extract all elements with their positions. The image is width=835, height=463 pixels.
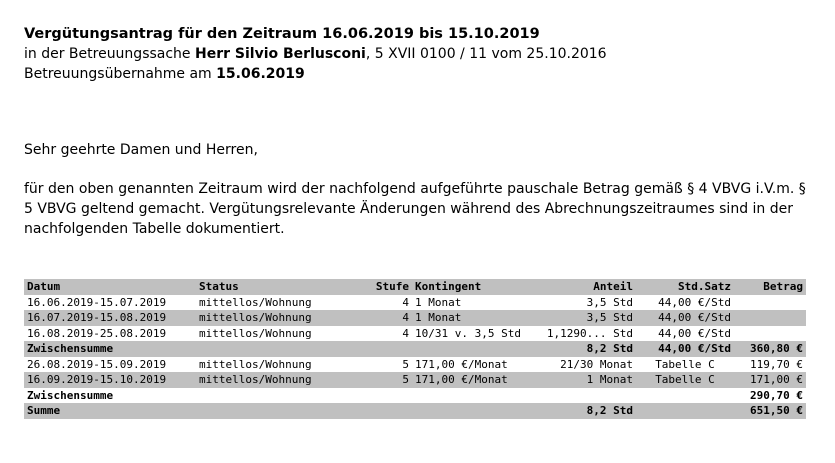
takeover-prefix: Betreuungsübernahme am [24,66,217,82]
cell-kontingent: 1 Monat [412,310,530,326]
cell-anteil [530,388,636,404]
cell-datum: Zwischensumme [27,388,114,402]
cell-betrag [734,326,806,342]
cell-betrag [734,295,806,311]
subtotal-row [24,388,806,404]
header-kontingent: Kontingent [412,279,530,295]
cell-stufe: 4 [360,310,412,326]
cell-satz [636,403,734,419]
header-stufe: Stufe [360,279,412,295]
header-betrag: Betrag [734,279,806,295]
cell-datum: 16.06.2019-15.07.2019 [27,295,167,309]
cell-status: mittellos/Wohnung [199,295,312,309]
cell-status [196,341,360,357]
cell-satz [636,388,734,404]
cell-anteil: 3,5 Std [586,295,633,309]
cell-stufe [360,341,412,357]
cell-kontingent [412,403,530,419]
case-line [24,44,814,64]
table-header-row [24,279,806,295]
cell-datum: Summe [24,403,196,419]
cell-satz: 44,00 €/Std [658,326,731,340]
cell-anteil: 8,2 Std [530,403,636,419]
cell-kontingent: 171,00 €/Monat [412,372,530,388]
case-reference: , 5 XVII 0100 / 11 vom 25.10.2016 [365,46,607,62]
cell-anteil: 1,1290... Std [546,326,633,340]
cell-kontingent: 171,00 €/Monat [415,357,508,371]
cell-stufe: 5 [360,372,412,388]
billing-table [24,279,806,419]
greeting: Sehr geehrte Damen und Herren, [24,142,258,158]
cell-status [196,388,360,404]
cell-kontingent [412,388,530,404]
cell-status: mittellos/Wohnung [199,326,312,340]
cell-datum: 16.08.2019-25.08.2019 [27,326,167,340]
cell-kontingent: 10/31 v. 3,5 Std [415,326,521,340]
takeover-line [24,64,814,84]
cell-anteil: 1 Monat [530,372,636,388]
header-satz: Std.Satz [636,279,734,295]
cell-stufe: 5 [402,357,409,371]
table-row [24,357,806,373]
cell-betrag: 290,70 € [750,388,803,402]
cell-satz: Tabelle C [655,357,715,371]
cell-satz: 44,00 €/Std [636,341,734,357]
cell-status: mittellos/Wohnung [196,310,360,326]
cell-betrag [734,310,806,326]
cell-stufe: 4 [402,326,409,340]
header-datum: Datum [24,279,196,295]
cell-betrag: 360,80 € [734,341,806,357]
total-row [24,403,806,419]
cell-satz: Tabelle C [636,372,734,388]
cell-stufe: 4 [402,295,409,309]
header-anteil: Anteil [530,279,636,295]
table-row [24,372,806,388]
cell-kontingent: 1 Monat [415,295,462,309]
cell-status: mittellos/Wohnung [199,357,312,371]
table-row [24,326,806,342]
table-row [24,295,806,311]
cell-kontingent [412,341,530,357]
cell-stufe [360,388,412,404]
cell-betrag: 651,50 € [734,403,806,419]
header-status: Status [196,279,360,295]
cell-anteil: 21/30 Monat [560,357,633,371]
subtotal-row [24,341,806,357]
cell-stufe [360,403,412,419]
cell-status [196,403,360,419]
cell-satz: 44,00 €/Std [658,295,731,309]
cell-betrag: 171,00 € [734,372,806,388]
cell-anteil: 3,5 Std [530,310,636,326]
cell-datum: 16.09.2019-15.10.2019 [24,372,196,388]
cell-betrag: 119,70 € [750,357,803,371]
cell-datum: Zwischensumme [24,341,196,357]
cell-anteil: 8,2 Std [530,341,636,357]
body-paragraph: für den oben genannten Zeitraum wird der nachfolgend aufgeführte pauschale Betrag gemäß § 4 VBVG i.V.m. § 5 VBVG geltend gemacht. Vergütungsrelevante Änderungen während des Abrechnungszeitraumes sind in der nachfolgenden Tabelle dokumentiert. [24,181,806,237]
letter [24,24,814,239]
cell-datum: 16.07.2019-15.08.2019 [24,310,196,326]
case-prefix: in der Betreuungssache [24,46,195,62]
cell-satz: 44,00 €/Std [636,310,734,326]
document-title: Vergütungsantrag für den Zeitraum 16.06.2019 bis 15.10.2019 [24,26,540,42]
takeover-date: 15.06.2019 [216,66,305,82]
cell-datum: 26.08.2019-15.09.2019 [27,357,167,371]
cell-status: mittellos/Wohnung [196,372,360,388]
table-row [24,310,806,326]
client-name: Herr Silvio Berlusconi [195,46,366,62]
